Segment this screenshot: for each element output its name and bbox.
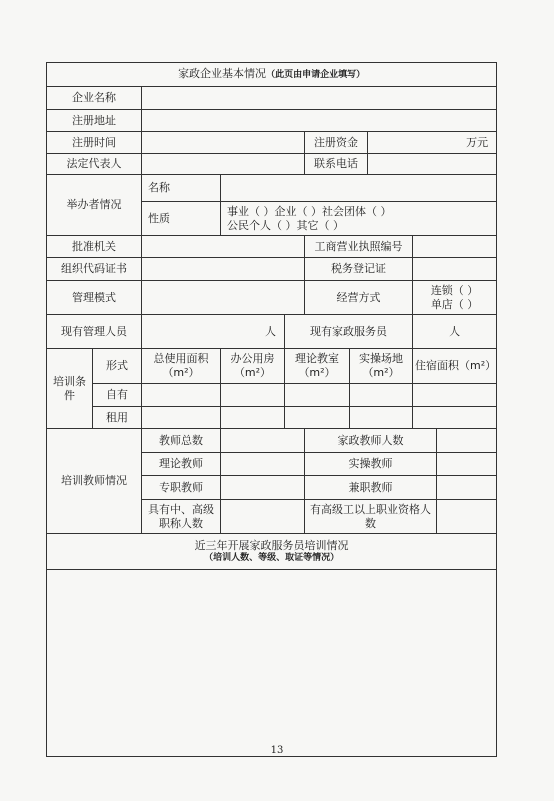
reg-address-field[interactable] — [142, 110, 497, 132]
nature-options-line2: 公民个人（ ）其它（ ） — [227, 218, 344, 232]
sponsor-nature-label: 性质 — [142, 202, 221, 236]
fulltime-teachers-label: 专职教师 — [142, 476, 221, 500]
classroom-header: 理论教室（m²） — [285, 349, 350, 384]
mgmt-staff-field[interactable] — [142, 315, 285, 349]
capital-unit: 万元 — [466, 135, 489, 149]
org-code-field[interactable] — [142, 258, 305, 281]
sponsor-nature-options[interactable] — [221, 202, 497, 236]
domestic-teachers-label: 家政教师人数 — [305, 429, 437, 453]
rented-office-field[interactable] — [221, 407, 285, 429]
owned-practice-field[interactable] — [350, 384, 413, 407]
fulltime-teachers-field[interactable] — [221, 476, 305, 500]
recent-training-field[interactable] — [47, 570, 497, 757]
reg-address-label: 注册地址 — [47, 110, 142, 132]
recent-training-header — [47, 534, 497, 570]
total-area-header: 总使用面积（m²） — [142, 349, 221, 384]
form-title-note: （此页由申请企业填写） — [266, 70, 366, 81]
total-teachers-field[interactable] — [221, 429, 305, 453]
single-option: 单店（ ） — [430, 297, 479, 311]
reg-capital-label: 注册资金 — [305, 132, 368, 154]
enterprise-info-form — [46, 62, 497, 757]
reg-time-label: 注册时间 — [47, 132, 142, 154]
license-no-field[interactable] — [413, 236, 497, 258]
company-name-field[interactable] — [142, 87, 497, 110]
company-name-label: 企业名称 — [47, 87, 142, 110]
contact-phone-field[interactable] — [368, 154, 497, 175]
rented-classroom-field[interactable] — [285, 407, 350, 429]
chain-option: 连锁（ ） — [430, 283, 479, 297]
domestic-teachers-field[interactable] — [437, 429, 497, 453]
mid-senior-title-label: 具有中、高级职称人数 — [142, 500, 221, 534]
parttime-teachers-field[interactable] — [437, 476, 497, 500]
biz-mode-label: 经营方式 — [305, 281, 413, 315]
senior-cert-field[interactable] — [437, 500, 497, 534]
service-staff-label: 现有家政服务员 — [285, 315, 413, 349]
theory-teachers-label: 理论教师 — [142, 453, 221, 476]
rented-label: 租用 — [93, 407, 142, 429]
mgmt-staff-unit: 人 — [265, 324, 276, 338]
practice-teachers-label: 实操教师 — [305, 453, 437, 476]
org-code-label: 组织代码证书 — [47, 258, 142, 281]
license-no-label: 工商营业执照编号 — [305, 236, 413, 258]
training-conditions-label: 培训条件 — [47, 349, 93, 429]
parttime-teachers-label: 兼职教师 — [305, 476, 437, 500]
owned-office-field[interactable] — [221, 384, 285, 407]
owned-label: 自有 — [93, 384, 142, 407]
mgmt-staff-label: 现有管理人员 — [47, 315, 142, 349]
form-title-cell — [47, 63, 497, 87]
tax-reg-label: 税务登记证 — [305, 258, 413, 281]
practice-site-header: 实操场地（m²） — [350, 349, 413, 384]
service-staff-field[interactable] — [413, 315, 497, 349]
mid-senior-title-field[interactable] — [221, 500, 305, 534]
approval-org-label: 批准机关 — [47, 236, 142, 258]
owned-classroom-field[interactable] — [285, 384, 350, 407]
recent-training-note: （培训人数、等级、取证等情况） — [204, 552, 340, 563]
mgmt-mode-label: 管理模式 — [47, 281, 142, 315]
rented-practice-field[interactable] — [350, 407, 413, 429]
biz-mode-options[interactable] — [413, 281, 497, 315]
owned-dorm-field[interactable] — [413, 384, 497, 407]
tax-reg-field[interactable] — [413, 258, 497, 281]
rented-dorm-field[interactable] — [413, 407, 497, 429]
rented-total-field[interactable] — [142, 407, 221, 429]
form-title: 家政企业基本情况 — [178, 67, 267, 81]
sponsor-name-label: 名称 — [142, 175, 221, 202]
teachers-label: 培训教师情况 — [47, 429, 142, 534]
legal-rep-field[interactable] — [142, 154, 305, 175]
reg-time-field[interactable] — [142, 132, 305, 154]
nature-options-line1: 事业（ ）企业（ ）社会团体（ ） — [227, 204, 392, 218]
legal-rep-label: 法定代表人 — [47, 154, 142, 175]
theory-teachers-field[interactable] — [221, 453, 305, 476]
owned-total-field[interactable] — [142, 384, 221, 407]
approval-org-field[interactable] — [142, 236, 305, 258]
recent-training-title: 近三年开展家政服务员培训情况 — [194, 539, 349, 552]
total-teachers-label: 教师总数 — [142, 429, 221, 453]
sponsor-name-field[interactable] — [221, 175, 497, 202]
service-staff-unit: 人 — [449, 324, 461, 338]
form-type-label: 形式 — [93, 349, 142, 384]
sponsor-label: 举办者情况 — [47, 175, 142, 236]
reg-capital-field[interactable] — [368, 132, 497, 154]
office-header: 办公用房（m²） — [221, 349, 285, 384]
contact-phone-label: 联系电话 — [305, 154, 368, 175]
dorm-area-header: 住宿面积（m²） — [413, 349, 497, 384]
senior-cert-label: 有高级工以上职业资格人数 — [305, 500, 437, 534]
page-number: 13 — [270, 745, 284, 756]
practice-teachers-field[interactable] — [437, 453, 497, 476]
mgmt-mode-field[interactable] — [142, 281, 305, 315]
